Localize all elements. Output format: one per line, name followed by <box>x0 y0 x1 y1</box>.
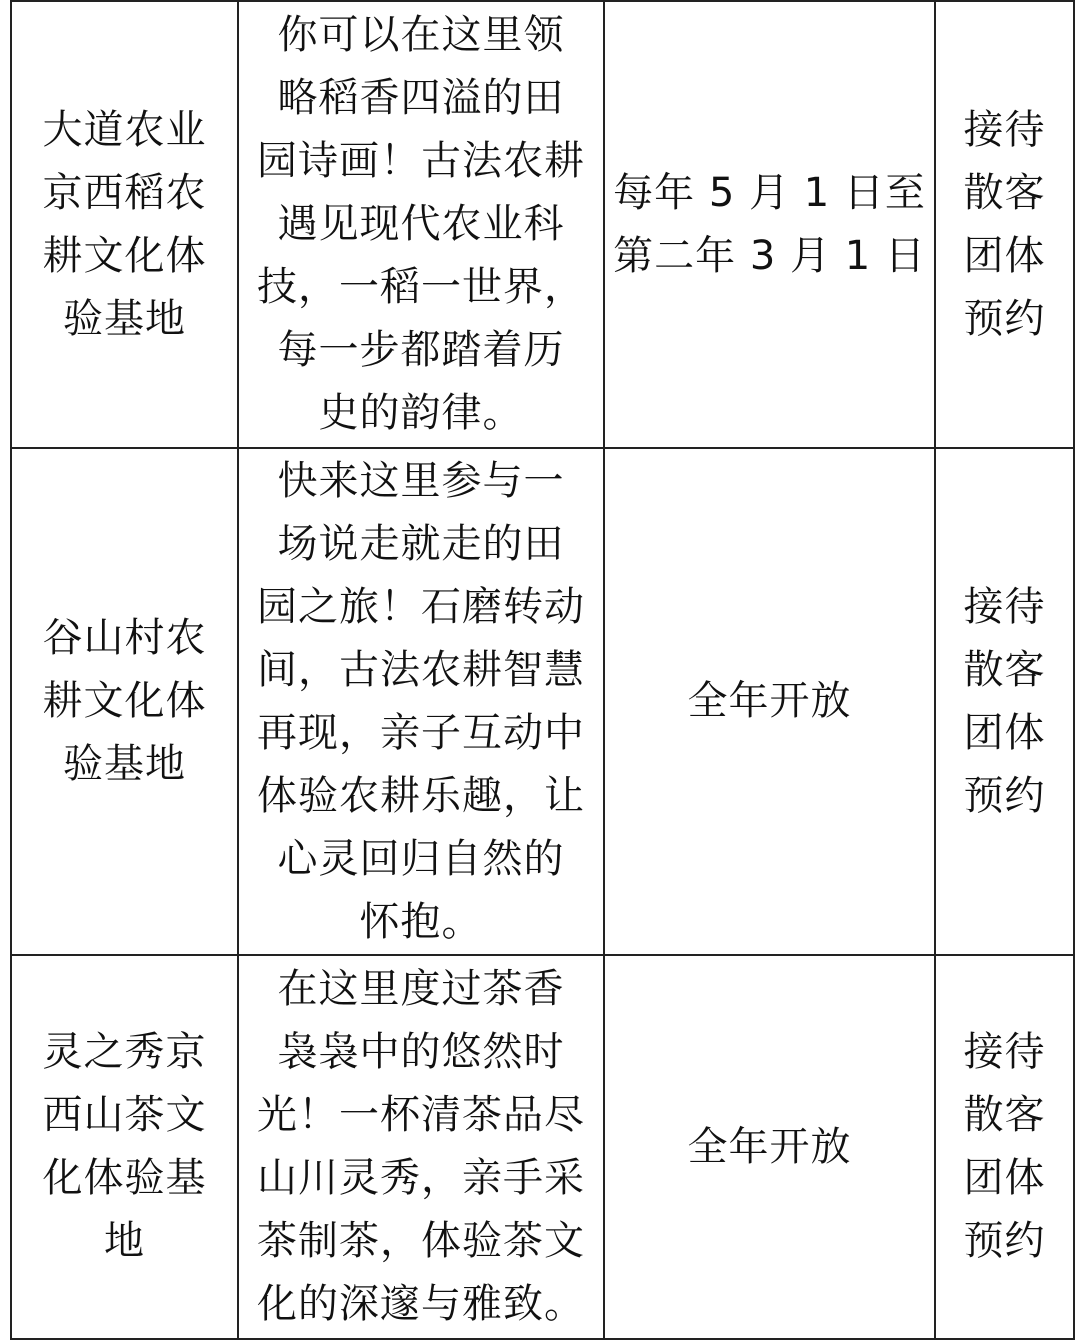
text-line: 你可以在这里领 <box>277 12 565 58</box>
open-time-cell <box>604 955 935 1339</box>
text-line: 心灵回归自然的 <box>277 835 565 882</box>
text-line: 间，古法农耕智慧 <box>257 646 585 693</box>
text-line: 团体 <box>963 1155 1046 1201</box>
text-line: 团体 <box>963 709 1046 756</box>
text-line: 史的韵律。 <box>318 390 524 436</box>
reception-cell <box>935 1 1074 448</box>
text-line: 化的深邃与雅致。 <box>257 1281 585 1327</box>
text-line: 团体 <box>963 232 1046 279</box>
text-line: 谷山村农 <box>42 615 207 661</box>
text-line: 散客 <box>963 169 1046 216</box>
description-cell <box>238 448 604 955</box>
text-line: 每年 5 月 1 日至 <box>613 169 926 216</box>
text-line: 地 <box>104 1218 145 1264</box>
text-line: 全年开放 <box>687 1123 852 1170</box>
table-row <box>11 448 1074 955</box>
text-line: 散客 <box>963 1092 1046 1138</box>
text-line: 验基地 <box>63 741 186 787</box>
text-line: 西山茶文 <box>42 1092 207 1138</box>
text-line: 场说走就走的田 <box>277 520 565 567</box>
text-line: 京西稻农 <box>42 169 207 216</box>
table-row <box>11 955 1074 1339</box>
site-name-cell <box>11 1 238 448</box>
text-line: 接待 <box>963 1029 1046 1075</box>
table-row <box>11 1 1074 448</box>
reception-cell <box>935 448 1074 955</box>
text-line: 再现，亲子互动中 <box>257 709 585 756</box>
text-line: 散客 <box>963 646 1046 693</box>
text-line: 袅袅中的悠然时 <box>277 1029 565 1075</box>
site-name-cell <box>11 448 238 955</box>
text-line: 园之旅！石磨转动 <box>257 583 585 630</box>
site-name-cell <box>11 955 238 1339</box>
text-line: 耕文化体 <box>42 232 207 279</box>
text-line: 略稻香四溢的田 <box>277 75 565 121</box>
text-line: 化体验基 <box>42 1155 207 1201</box>
farm-culture-table <box>10 0 1075 1340</box>
text-line: 接待 <box>963 106 1046 153</box>
text-line: 园诗画！古法农耕 <box>257 138 585 184</box>
reception-cell <box>935 955 1074 1339</box>
text-line: 耕文化体 <box>42 678 207 724</box>
text-line: 在这里度过茶香 <box>277 966 565 1012</box>
text-line: 快来这里参与一 <box>277 457 565 504</box>
text-line: 接待 <box>963 583 1046 630</box>
text-line: 验基地 <box>63 295 186 342</box>
text-line: 遇见现代农业科 <box>277 201 565 247</box>
text-line: 怀抱。 <box>359 898 483 945</box>
open-time-cell <box>604 448 935 955</box>
text-line: 预约 <box>963 772 1046 819</box>
text-line: 光！一杯清茶品尽 <box>257 1092 585 1138</box>
text-line: 每一步都踏着历 <box>277 327 565 373</box>
text-line: 预约 <box>963 1218 1046 1264</box>
open-time-cell <box>604 1 935 448</box>
text-line: 技，一稻一世界， <box>257 264 585 310</box>
description-cell <box>238 1 604 448</box>
text-line: 第二年 3 月 1 日 <box>613 232 926 279</box>
text-line: 茶制茶，体验茶文 <box>257 1218 585 1264</box>
text-line: 预约 <box>963 295 1046 342</box>
text-line: 灵之秀京 <box>42 1029 207 1075</box>
description-cell <box>238 955 604 1339</box>
text-line: 大道农业 <box>42 106 207 153</box>
text-line: 全年开放 <box>687 678 852 724</box>
text-line: 山川灵秀，亲手采 <box>257 1155 585 1201</box>
text-line: 体验农耕乐趣，让 <box>257 772 585 819</box>
